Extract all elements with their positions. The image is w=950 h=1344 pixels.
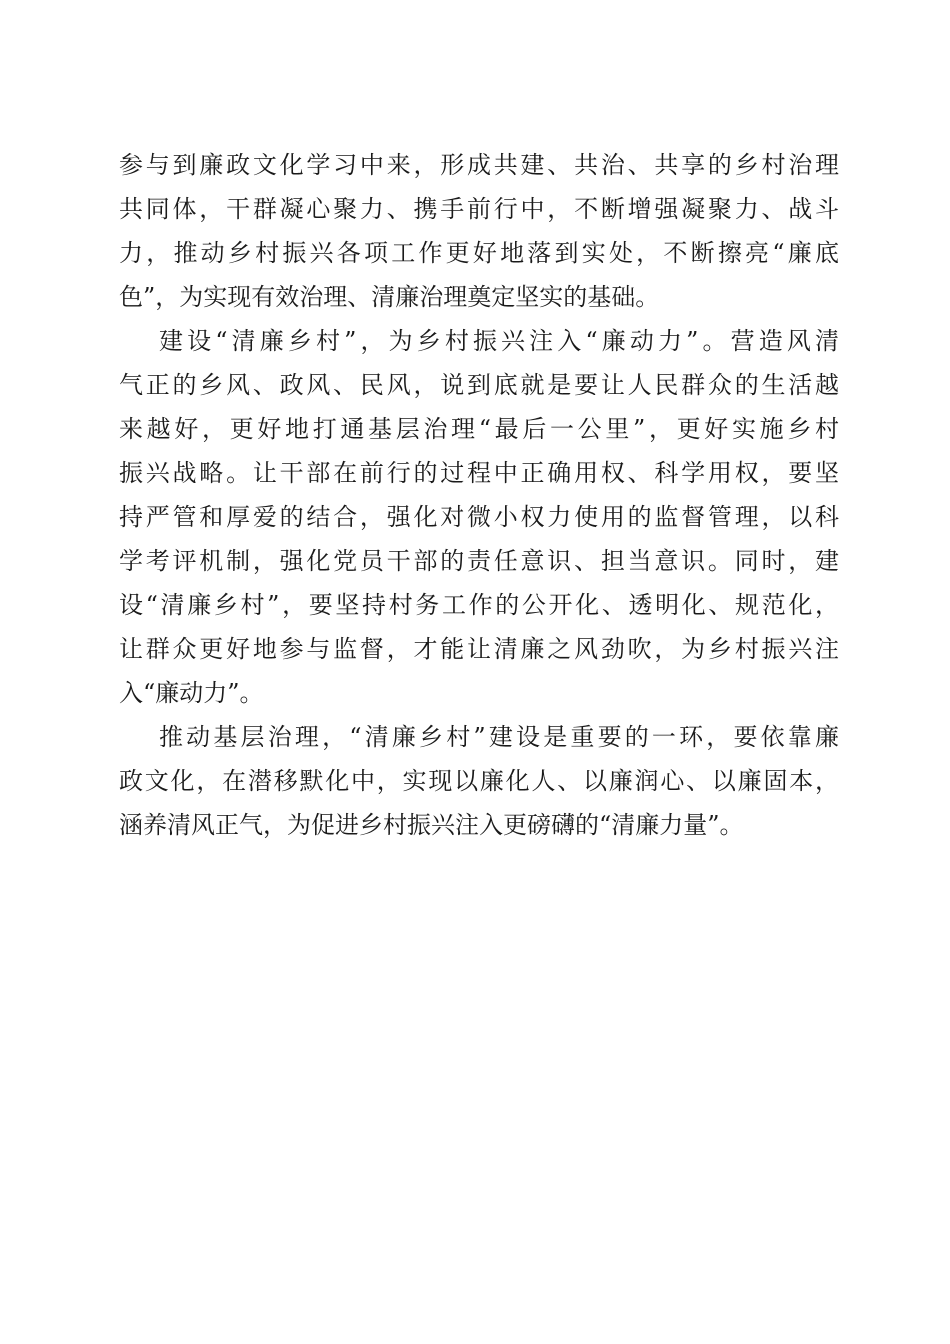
document-body	[119, 143, 839, 847]
text-line: 色”，为实现有效治理、清廉治理奠定坚实的基础。	[119, 283, 660, 311]
text-line: 建设“清廉乡村”，为乡村振兴注入“廉动力”。营造风清	[159, 327, 839, 355]
text-line: 持严管和厚爱的结合，强化对微小权力使用的监督管理，以科	[119, 503, 839, 531]
text-line: 学考评机制，强化党员干部的责任意识、担当意识。同时，建	[119, 547, 839, 575]
text-line: 让群众更好地参与监督，才能让清廉之风劲吹，为乡村振兴注	[119, 635, 839, 663]
text-line: 振兴战略。让干部在前行的过程中正确用权、科学用权，要坚	[119, 459, 839, 487]
text-line: 来越好，更好地打通基层治理“最后一公里”，更好实施乡村	[119, 415, 839, 443]
text-line: 涵养清风正气，为促进乡村振兴注入更磅礴的“清廉力量”。	[119, 811, 744, 839]
text-line: 气正的乡风、政风、民风，说到底就是要让人民群众的生活越	[119, 371, 839, 399]
text-line: 参与到廉政文化学习中来，形成共建、共治、共享的乡村治理	[119, 151, 839, 179]
text-line: 入“廉动力”。	[119, 679, 264, 707]
paragraph-3	[119, 715, 839, 847]
text-line: 政文化，在潜移默化中，实现以廉化人、以廉润心、以廉固本，	[119, 767, 839, 795]
paragraph-2	[119, 319, 839, 715]
text-line: 设“清廉乡村”，要坚持村务工作的公开化、透明化、规范化，	[119, 591, 839, 619]
paragraph-1	[119, 143, 839, 319]
text-line: 力，推动乡村振兴各项工作更好地落到实处，不断擦亮“廉底	[119, 239, 839, 267]
text-line: 共同体，干群凝心聚力、携手前行中，不断增强凝聚力、战斗	[119, 195, 839, 223]
text-line: 推动基层治理，“清廉乡村”建设是重要的一环，要依靠廉	[159, 723, 839, 751]
